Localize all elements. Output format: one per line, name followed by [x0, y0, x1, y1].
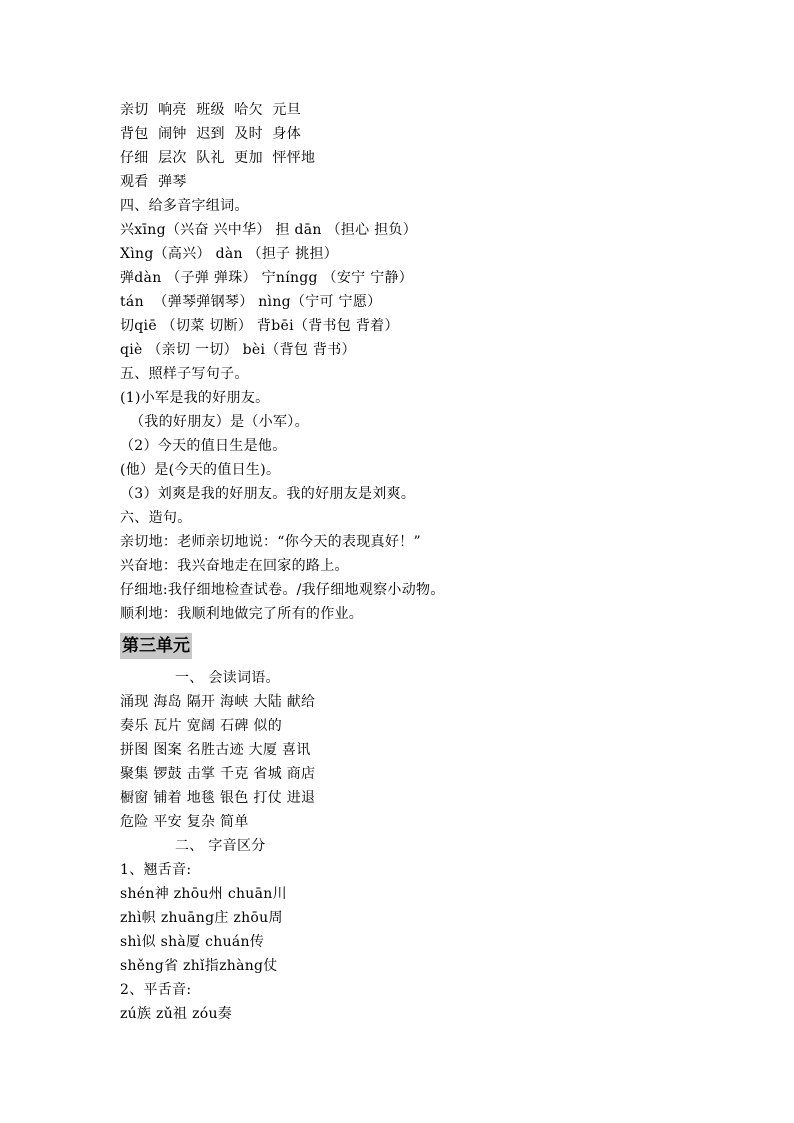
section-heading-pronunciation: 二、 字音区分 [175, 838, 266, 854]
section-heading-sentences: 五、照样子写句子。 [120, 366, 249, 382]
flat-tongue-line-1: zú族 zǔ祖 zóu奏 [120, 1006, 233, 1022]
section-heading-make-sentence: 六、造句。 [120, 510, 192, 526]
polyphone-line-3: 弹dàn （子弹 弹珠） 宁níngg （安宁 宁静） [120, 270, 414, 286]
polyphone-line-2: Xìng（高兴） dàn （担子 挑担） [120, 246, 339, 262]
word-line-1: 涌现 海岛 隔开 海峡 大陆 献给 [120, 694, 316, 710]
retroflex-line-2: zhì帜 zhuāng庄 zhōu周 [120, 910, 283, 926]
make-sentence-line-4: 顺利地：我顺利地做完了所有的作业。 [120, 606, 364, 622]
make-sentence-line-2: 兴奋地：我兴奋地走在回家的路上。 [120, 558, 349, 574]
vocab-line-2: 背包 闹钟 迟到 及时 身体 [120, 126, 302, 142]
polyphone-line-5: 切qiē （切菜 切断） 背bēi（背书包 背着） [120, 318, 399, 334]
vocab-line-1: 亲切 响亮 班级 哈欠 元旦 [120, 102, 302, 118]
vocab-line-4: 观看 弹琴 [120, 174, 187, 190]
make-sentence-line-3: 仔细地:我仔细地检查试卷。/我仔细地观察小动物。 [120, 582, 445, 598]
sentence-line-3: （2）今天的值日生是他。 [120, 438, 287, 454]
retroflex-heading: 1、翘舌音: [120, 862, 192, 878]
retroflex-line-1: shén神 zhōu州 chuān川 [120, 886, 287, 902]
word-line-2: 奏乐 瓦片 宽阔 石碑 似的 [120, 718, 282, 734]
sentence-line-5: （3）刘爽是我的好朋友。我的好朋友是刘爽。 [120, 486, 416, 502]
section-heading-polyphone: 四、给多音字组词。 [120, 198, 249, 214]
word-line-4: 聚集 锣鼓 击掌 千克 省城 商店 [120, 766, 316, 782]
flat-tongue-heading: 2、平舌音: [120, 982, 192, 998]
vocab-line-3: 仔细 层次 队礼 更加 怦怦地 [120, 150, 316, 166]
polyphone-line-4: tán （弹琴弹钢琴） nìng（宁可 宁愿） [120, 294, 382, 310]
retroflex-line-4: shěng省 zhǐ指zhàng仗 [120, 958, 278, 974]
word-line-3: 拼图 图案 名胜古迹 大厦 喜讯 [120, 742, 311, 758]
unit-heading: 第三单元 [120, 633, 192, 659]
polyphone-line-1: 兴xīng（兴奋 兴中华） 担 dān （担心 担负） [120, 222, 418, 238]
section-heading-read-words: 一、 会读词语。 [175, 670, 280, 686]
polyphone-line-6: qiè （亲切 一切） bèi（背包 背书） [120, 342, 356, 358]
word-line-5: 橱窗 铺着 地毯 银色 打仗 进退 [120, 790, 316, 806]
retroflex-line-3: shì似 shà厦 chuán传 [120, 934, 265, 950]
sentence-line-1: (1)小军是我的好朋友。 [120, 390, 270, 406]
word-line-6: 危险 平安 复杂 简单 [120, 814, 249, 830]
sentence-line-2: （我的好朋友）是（小军）。 [130, 414, 309, 430]
make-sentence-line-1: 亲切地：老师亲切地说：“你今天的表现真好！” [120, 534, 421, 550]
sentence-line-4: (他）是(今天的值日生)。 [120, 462, 281, 478]
